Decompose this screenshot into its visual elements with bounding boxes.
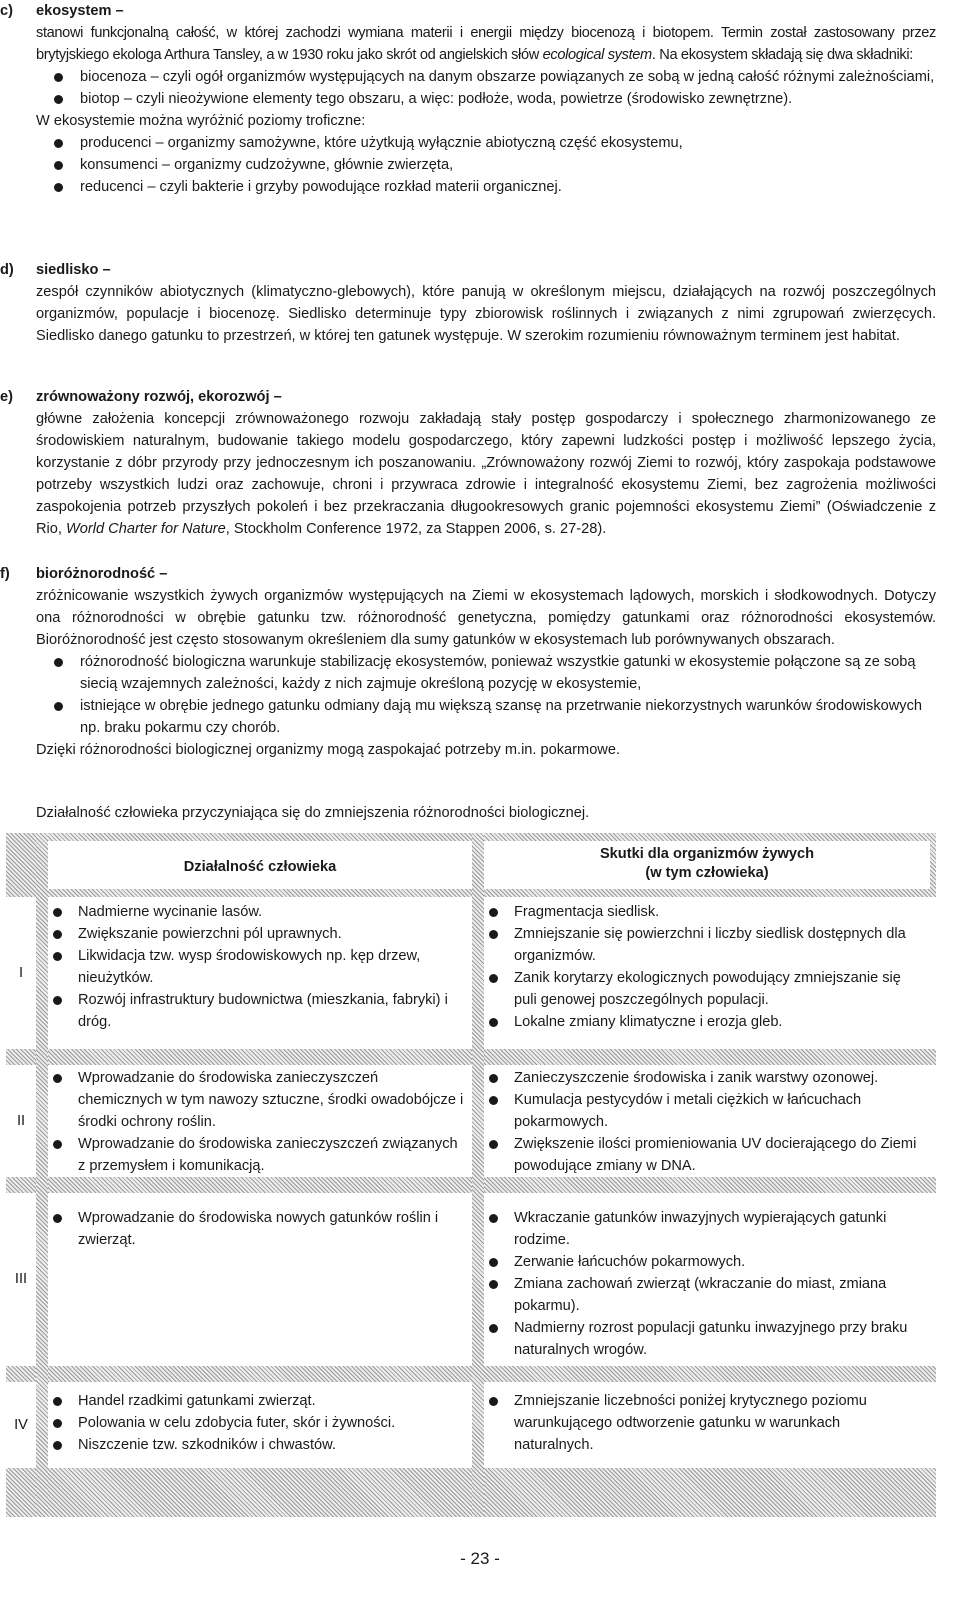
component-list — [36, 66, 936, 110]
row-activities — [48, 897, 472, 1049]
list-item: Wprowadzanie do środowiska zanieczyszczeń związanych z przemysłem i komunikacją. — [48, 1133, 464, 1177]
section-term: zrównoważony rozwój, ekorozwój – — [36, 389, 282, 405]
section-letter: e) — [0, 389, 13, 405]
list-item: Zerwanie łańcuchów pokarmowych. — [484, 1251, 922, 1273]
table-hatch-band — [6, 1366, 936, 1382]
section-paragraph: główne założenia koncepcji zrównoważonego rozwoju zakładają stały postęp gospodarczy i społecznego zharmonizowanego ze środowiskiem naturalnym, budowanie takiego modelu gospodarczego, który zapewni ludzkości postęp i możliwość lepszego życia, korzystanie z dóbr przyrody przy jednoczesnym ich poszanowaniu. „Zrównoważony rozwój Ziemi to rozwój, który zaspokaja podstawowe potrzeby wszystkich ludzi oraz zachowuje, chroni i przywraca zdrowie i integralność ekosystemu Ziemi, bez zagrożenia możliwości zaspokojenia potrzeb przyszłych pokoleń i bez przekraczania długookresowych granic pojemności ekosystemu Ziemi” (Oświadczenie z Rio, World Charter for Nature, Stockholm Conference 1972, za Stappen 2006, s. 27-28). — [36, 411, 936, 537]
row-effects — [484, 897, 930, 1049]
list-item: producenci – organizmy samożywne, które użytkują wyłącznie abiotyczną część ekosystemu, — [36, 132, 936, 154]
section-letter: f) — [0, 566, 10, 582]
italic-term: ecological system — [542, 47, 652, 63]
list-item: biocenoza – czyli ogół organizmów występujących na danym obszarze powiązanych ze sobą w jedną całość różnymi zależnościami, — [36, 66, 936, 88]
list-item: Zwiększanie powierzchni pól uprawnych. — [48, 923, 464, 945]
trophic-levels-list — [36, 132, 936, 198]
list-item: Kumulacja pestycydów i metali ciężkich w łańcuchach pokarmowych. — [484, 1089, 922, 1133]
list-item: Zwiększenie ilości promieniowania UV docierającego do Ziemi powodujące zmiany w DNA. — [484, 1133, 922, 1177]
list-item: Zmniejszanie liczebności poniżej krytycznego poziomu warunkującego odtworzenie gatunku w warunkach naturalnych. — [484, 1390, 922, 1456]
list-item: reducenci – czyli bakterie i grzyby powodujące rozkład materii organicznej. — [36, 176, 936, 198]
list-item: Wprowadzanie do środowiska zanieczyszczeń chemicznych w tym nawozy sztuczne, środki owadobójcze i środki ochrony roślin. — [48, 1067, 464, 1133]
section-paragraph: zróżnicowanie wszystkich żywych organizmów występujących na Ziemi w ekosystemach lądowych, morskich i słodkowodnych. Dotyczy ona różnorodności w obrębie gatunku tzw. różnorodność genetyczna, pomiędzy gatunkami oraz różnorodności ekosystemów. Bioróżnorodność jest często stosowanym określeniem dla sumy gatunków w ekosystemach lub porównywanych obszarach. — [36, 588, 936, 648]
list-item: Handel rzadkimi gatunkami zwierząt. — [48, 1390, 464, 1412]
section-paragraph: stanowi funkcjonalną całość, w której zachodzi wymiana materii i energii między biocenozą i biotopem. Termin został zastosowany przez brytyjskiego ekologa Arthura Tansley, a w 1930 roku jako skrót od angielskich słów ecological system. Na ekosystem składają się dwa składniki: — [36, 25, 936, 63]
row-label: IV — [14, 1417, 28, 1433]
section-paragraph: Dzięki różnorodności biologicznej organizmy mogą zaspokajać potrzeby m.in. pokarmowe. — [36, 742, 621, 758]
list-item: Zmiana zachowań zwierząt (wkraczanie do miast, zmiana pokarmu). — [484, 1273, 922, 1317]
italic-title: World Charter for Nature — [66, 521, 226, 537]
list-item: Nadmierne wycinanie lasów. — [48, 901, 464, 923]
list-item: Wprowadzanie do środowiska nowych gatunków roślin i zwierząt. — [48, 1207, 464, 1251]
list-item: różnorodność biologiczna warunkuje stabilizację ekosystemów, ponieważ wszystkie gatunki w ekosystemie połączone są ze sobą siecią wzajemnych zależności, każdy z nich zajmuje określoną pozycję w ekosystemie, — [36, 651, 936, 695]
table-hatch-column — [36, 833, 48, 1517]
list-item: Zanieczyszczenie środowiska i zanik warstwy ozonowej. — [484, 1067, 922, 1089]
list-item: Likwidacja tzw. wysp środowiskowych np. kęp drzew, nieużytków. — [48, 945, 464, 989]
biodiversity-list — [36, 651, 936, 739]
list-item: Rozwój infrastruktury budownictwa (mieszkania, fabryki) i dróg. — [48, 989, 464, 1033]
row-label: I — [18, 965, 24, 981]
row-label: II — [16, 1113, 26, 1129]
row-effects — [484, 1382, 930, 1468]
row-effects — [484, 1193, 930, 1366]
list-item: Lokalne zmiany klimatyczne i erozja gleb. — [484, 1011, 922, 1033]
list-item: istniejące w obrębie jednego gatunku odmiany dają mu większą szansę na przetrwanie niekorzystnych warunków środowiskowych np. braku pokarmu czy chorób. — [36, 695, 936, 739]
list-item: Fragmentacja siedlisk. — [484, 901, 922, 923]
table-hatch-band — [6, 1177, 936, 1193]
impact-table — [6, 833, 936, 1517]
list-item: Wkraczanie gatunków inwazyjnych wypierających gatunki rodzime. — [484, 1207, 922, 1251]
section-term: ekosystem – — [36, 3, 124, 19]
list-item: Nadmierny rozrost populacji gatunku inwazyjnego przy braku naturalnych wrogów. — [484, 1317, 922, 1361]
list-item: Niszczenie tzw. szkodników i chwastów. — [48, 1434, 464, 1456]
table-hatch-band — [6, 1468, 936, 1517]
section-paragraph: W ekosystemie można wyróżnić poziomy troficzne: — [36, 113, 366, 129]
list-item: konsumenci – organizmy cudzożywne, głównie zwierzęta, — [36, 154, 936, 176]
list-item: Zmniejszanie się powierzchni i liczby siedlisk dostępnych dla organizmów. — [484, 923, 922, 967]
column-header-effects: Skutki dla organizmów żywych (w tym człowieka) — [484, 841, 930, 889]
row-label: III — [14, 1271, 28, 1287]
list-item: biotop – czyli nieożywione elementy tego obszaru, a więc: podłoże, woda, powietrze (środowisko zewnętrzne). — [36, 88, 936, 110]
row-activities — [48, 1382, 472, 1468]
list-item: Polowania w celu zdobycia futer, skór i żywności. — [48, 1412, 464, 1434]
table-caption: Działalność człowieka przyczyniająca się do zmniejszenia różnorodności biologicznej. — [36, 805, 590, 821]
section-paragraph: zespół czynników abiotycznych (klimatyczno-glebowych), które panują w określonym miejscu, działających na rozwój poszczególnych organizmów, populacje i biocenozę. Siedlisko determinuje typy zbiorowisk roślinnych i związanych z nimi zgrupowań zwierzęcych. Siedlisko danego gatunku to przestrzeń, w której ten gatunek występuje. W szerokim rozumieniu równoważnym terminem jest habitat. — [36, 284, 936, 344]
list-item: Zanik korytarzy ekologicznych powodujący zmniejszanie się puli genowej poszczególnych populacji. — [484, 967, 922, 1011]
page-number: - 23 - — [460, 1549, 500, 1568]
row-activities — [48, 1065, 472, 1177]
table-hatch-column — [472, 833, 484, 1517]
table-hatch-corner — [6, 833, 12, 897]
section-term: bioróżnorodność – — [36, 566, 168, 582]
column-header-activity: Działalność człowieka — [48, 841, 472, 889]
section-term: siedlisko – — [36, 262, 111, 278]
table-hatch-band — [6, 1049, 936, 1065]
section-letter: d) — [0, 262, 14, 278]
row-effects — [484, 1065, 930, 1177]
row-activities — [48, 1193, 472, 1366]
section-letter: c) — [0, 3, 13, 19]
